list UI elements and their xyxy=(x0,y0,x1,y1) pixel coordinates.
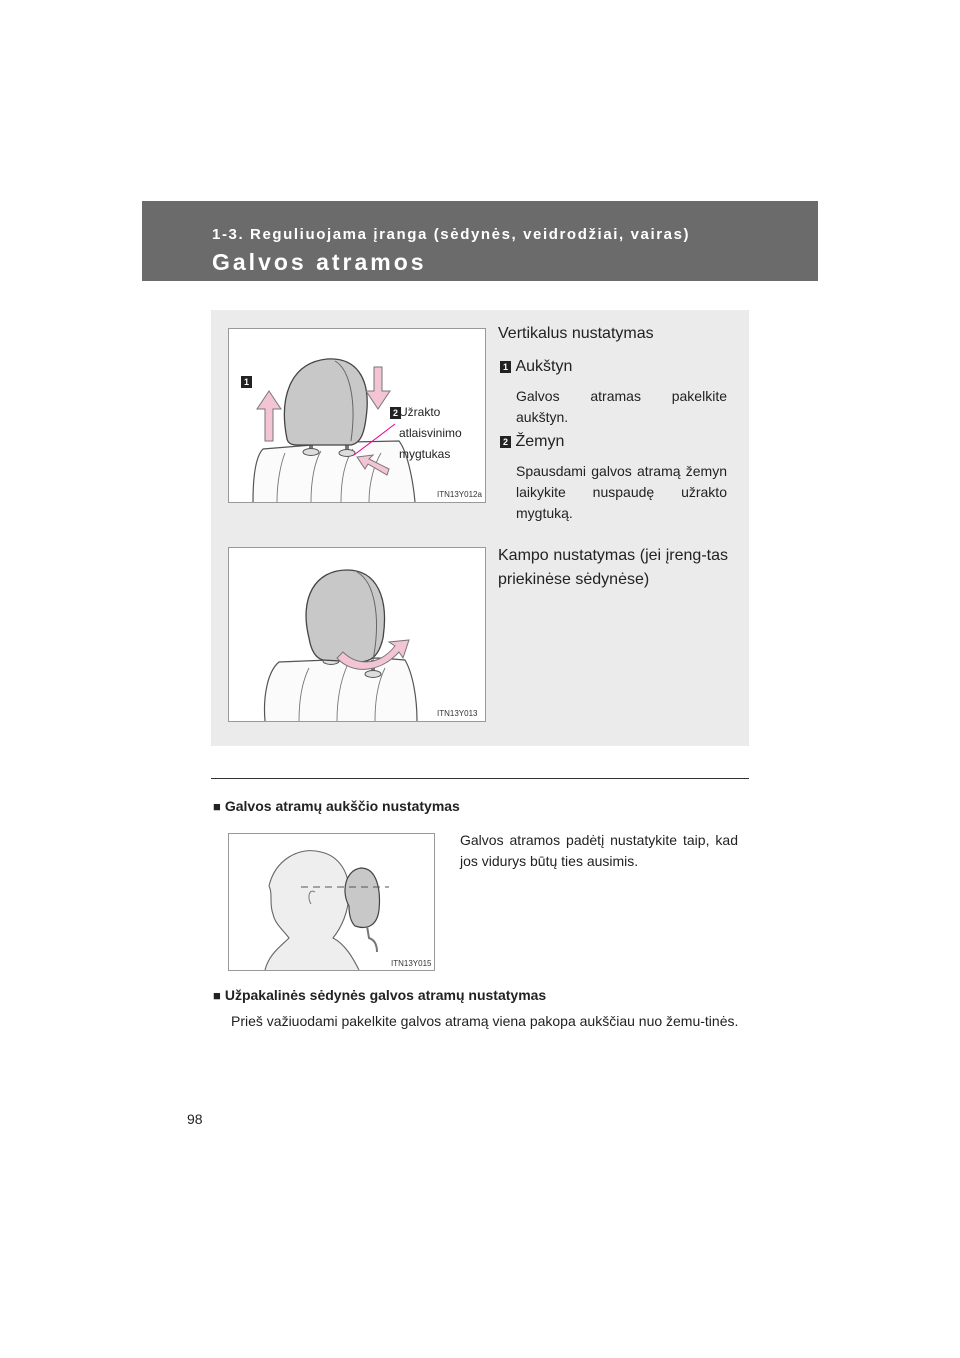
headrest-angle-illustration xyxy=(229,548,485,721)
page-number: 98 xyxy=(187,1111,203,1127)
step-2-heading xyxy=(500,433,564,451)
chapter-title: 1-3. Reguliuojama įranga (sėdynės, veidrodžiai, vairas) xyxy=(212,226,691,243)
step-2-body: Spausdami galvos atramą žemyn laikykite nuspaudę užrakto mygtuką. xyxy=(516,463,727,521)
step-1-body: Galvos atramas pakelkite aukštyn. xyxy=(516,388,727,425)
step-1-heading xyxy=(500,358,572,376)
figure-code: ITN13Y013 xyxy=(437,709,478,718)
figure-badge-2: 2 xyxy=(390,407,401,419)
rear-section-body: Prieš važiuodami pakelkite galvos atramą viena pakopa aukščiau nuo žemu-tinės. xyxy=(231,1013,739,1029)
figure-code: ITN13Y015 xyxy=(391,959,432,968)
step-2-label: Žemyn xyxy=(515,433,565,450)
up-arrow-icon xyxy=(257,391,281,441)
page-title: Galvos atramos xyxy=(212,249,427,275)
height-section-title: ■ Galvos atramų aukščio nustatymas xyxy=(213,798,460,814)
step-2-badge: 2 xyxy=(500,436,511,448)
angle-adjustment-heading: Kampo nustatymas (jei įreng-tas priekinėse sėdynėse) xyxy=(498,547,728,588)
vertical-adjustment-heading: Vertikalus nustatymas xyxy=(498,325,654,342)
figure-badge-1: 1 xyxy=(241,376,252,388)
section-divider xyxy=(211,778,749,779)
figure-angle-adjustment xyxy=(228,547,486,722)
figure-headrest-height xyxy=(228,833,435,971)
step-1-badge: 1 xyxy=(500,361,511,373)
figure-code: ITN13Y012a xyxy=(437,490,482,499)
section-header xyxy=(142,201,818,281)
figure-vertical-adjustment xyxy=(228,328,486,503)
rear-section-title: ■ Užpakalinės sėdynės galvos atramų nustatymas xyxy=(213,987,547,1003)
height-section-body: Galvos atramos padėtį nustatykite taip, kad jos vidurys būtų ties ausimis. xyxy=(460,832,738,869)
down-arrow-icon xyxy=(366,367,390,409)
step-1-label: Aukštyn xyxy=(515,358,573,375)
lock-release-button-label: Užrakto atlaisvinimo mygtukas xyxy=(399,405,462,461)
headrest-height-illustration xyxy=(229,834,434,970)
